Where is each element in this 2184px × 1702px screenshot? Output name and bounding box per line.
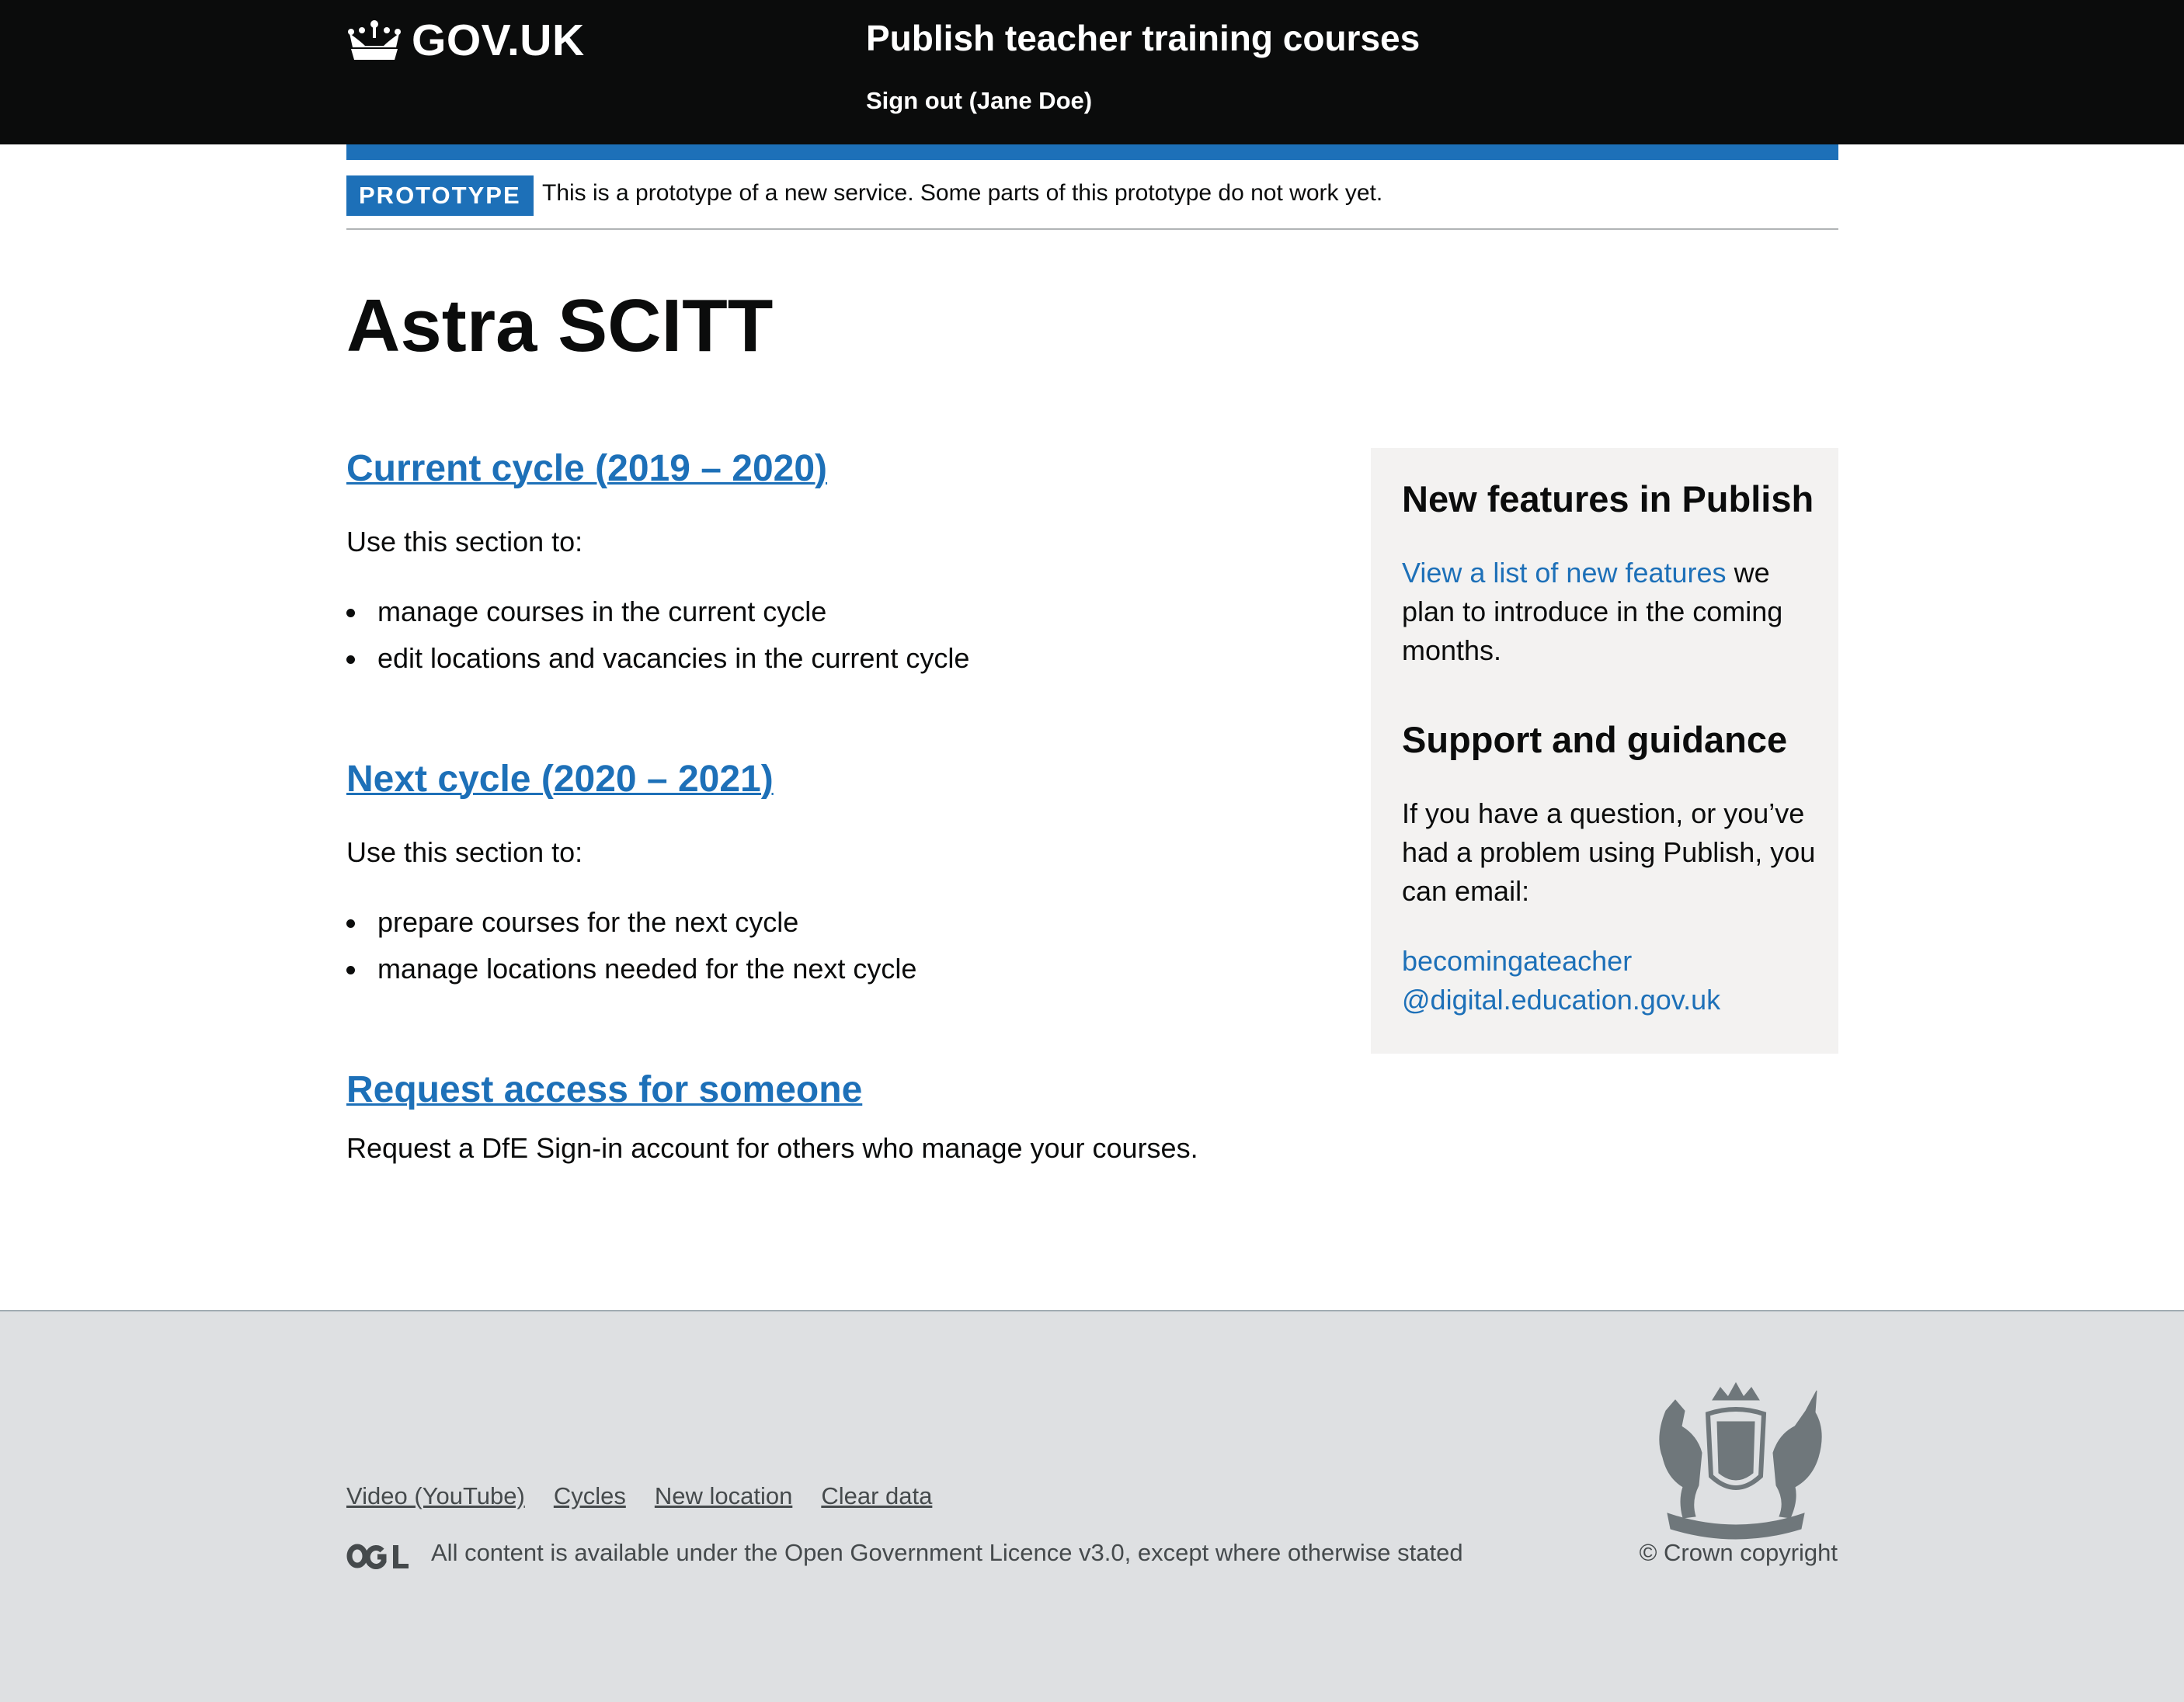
licence-prefix: All content is available under the: [431, 1539, 784, 1566]
next-cycle-intro: Use this section to:: [346, 836, 583, 868]
new-features-heading: New features in Publish: [1402, 478, 1814, 519]
copyright-text: © Crown copyright: [1639, 1539, 1838, 1566]
support-heading: Support and guidance: [1402, 719, 1788, 760]
phase-banner: [346, 160, 1838, 230]
royal-coat-of-arms-icon: [1636, 1377, 1835, 1540]
footer-link-video[interactable]: Video (YouTube): [346, 1482, 525, 1509]
site-header: [0, 0, 2184, 144]
email-line-1: becomingateacher: [1402, 945, 1633, 977]
email-line-2: @digital.education.gov.uk: [1402, 984, 1721, 1016]
phase-banner-text: This is a prototype of a new service. Some parts of this prototype do not work yet.: [542, 180, 1383, 206]
sign-out-link[interactable]: Sign out (Jane Doe): [866, 87, 1093, 114]
page-title: Astra SCITT: [346, 284, 774, 367]
sidebar-panel: [1371, 448, 1838, 1054]
logo-text: GOV.UK: [412, 16, 585, 65]
current-cycle-intro: Use this section to:: [346, 526, 583, 557]
current-cycle-list: [346, 589, 969, 682]
ogl-logo-icon: [346, 1543, 410, 1569]
current-cycle-link[interactable]: Current cycle (2019 – 2020): [346, 448, 828, 489]
footer-link-cycles[interactable]: Cycles: [553, 1482, 626, 1509]
licence-suffix: , except where otherwise stated: [1124, 1539, 1463, 1566]
govuk-logo-link[interactable]: [346, 16, 585, 65]
list-item: edit locations and vacancies in the current cycle: [346, 635, 969, 682]
list-item: manage courses in the current cycle: [346, 589, 969, 635]
next-cycle-list: [346, 899, 916, 992]
crown-icon: [346, 18, 402, 63]
request-access-link[interactable]: Request access for someone: [346, 1069, 863, 1110]
header-blue-bar: [346, 144, 1838, 160]
prototype-tag: PROTOTYPE: [346, 175, 534, 216]
new-features-suffix: we plan to introduce in the coming months.: [1402, 557, 1783, 666]
licence-link[interactable]: Open Government Licence v3.0: [784, 1539, 1125, 1566]
footer-link-clear-data[interactable]: Clear data: [821, 1482, 933, 1509]
support-text: If you have a question, or you’ve had a problem using Publish, you can email:: [1402, 797, 1816, 907]
next-cycle-link[interactable]: Next cycle (2020 – 2021): [346, 759, 774, 800]
footer-links: [346, 1482, 932, 1510]
footer-link-new-location[interactable]: New location: [654, 1482, 793, 1509]
site-footer: [0, 1310, 2184, 1702]
list-item: manage locations needed for the next cycle: [346, 946, 916, 992]
new-features-link[interactable]: View a list of new features: [1402, 557, 1727, 589]
request-access-text: Request a DfE Sign-in account for others who manage your courses.: [346, 1132, 1198, 1164]
list-item: prepare courses for the next cycle: [346, 899, 916, 946]
licence-text: [431, 1539, 1463, 1567]
support-email: [1402, 942, 1821, 1019]
service-name-link[interactable]: Publish teacher training courses: [866, 18, 1421, 58]
support-email-link[interactable]: [1402, 945, 1720, 1016]
new-features-text: [1402, 554, 1821, 670]
